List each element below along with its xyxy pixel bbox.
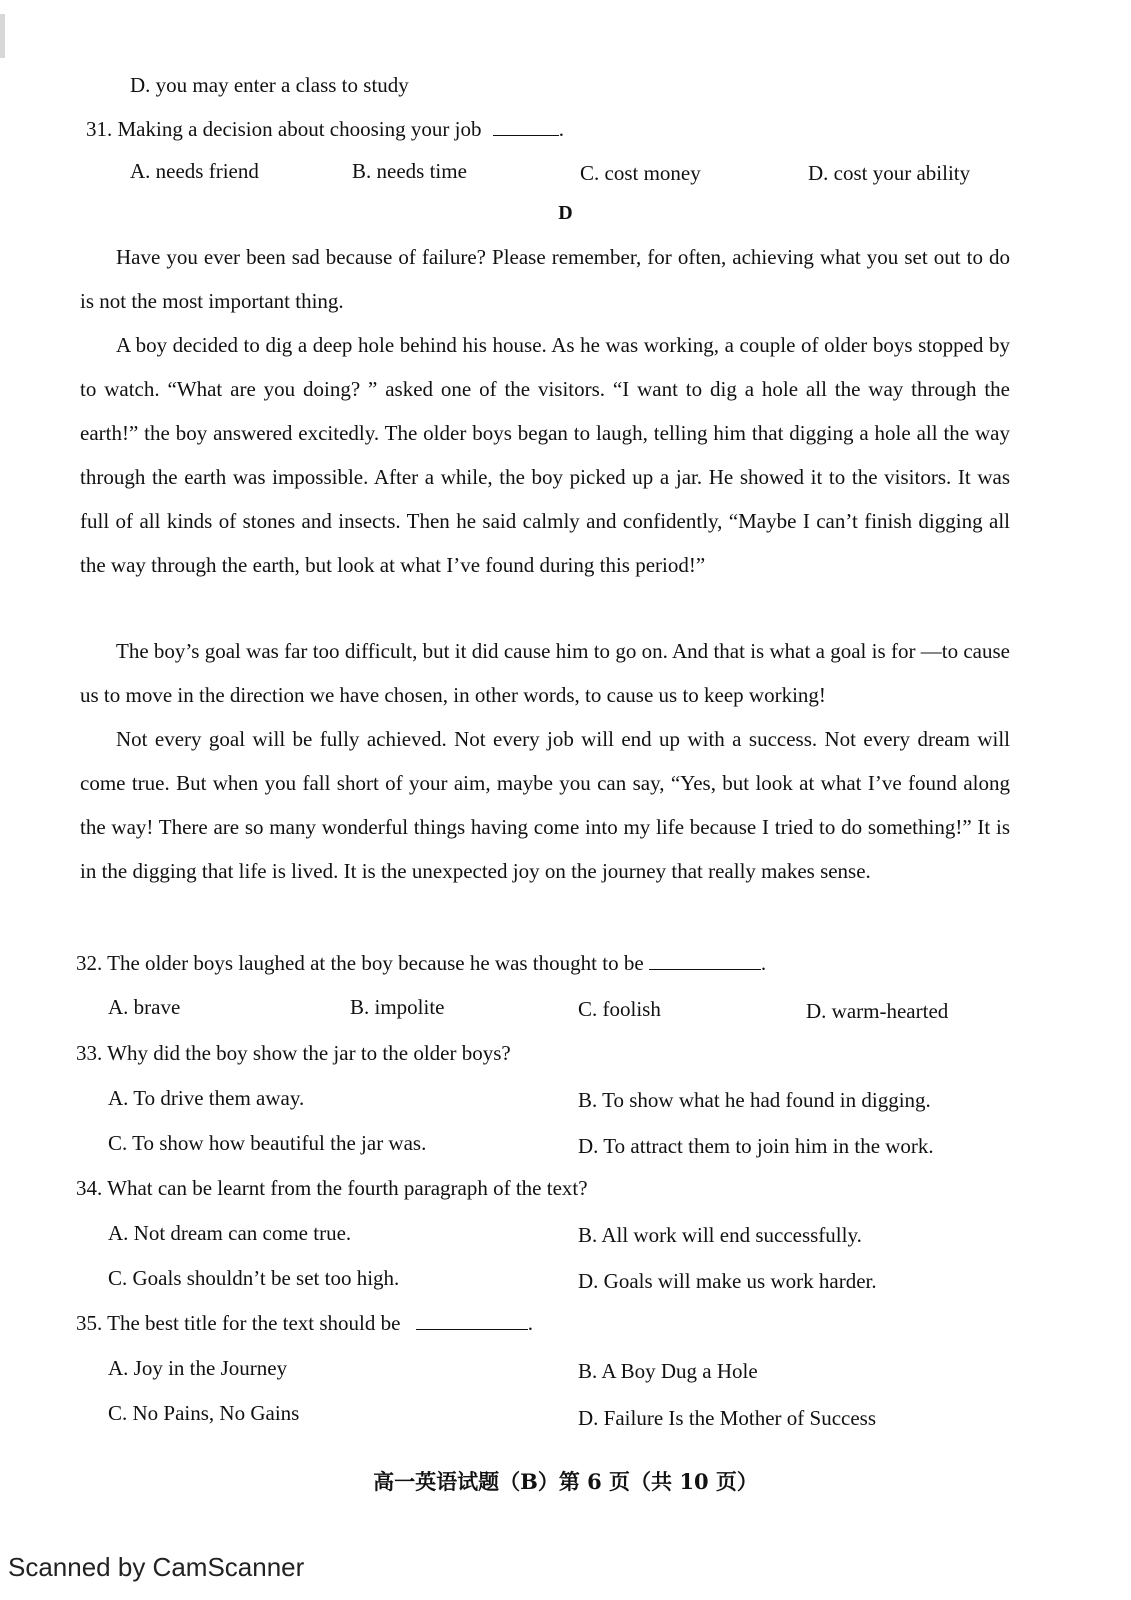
question-32-stem: 32. The older boys laughed at the boy because he was thought to be (76, 951, 644, 975)
question-35 (76, 1310, 533, 1336)
q35-option-c: C. No Pains, No Gains (108, 1401, 300, 1425)
q34-option-d: D. Goals will make us work harder. (578, 1269, 877, 1293)
q31-option-d: D. cost your ability (808, 161, 971, 185)
passage-paragraph-4: Not every goal will be fully achieved. Not every job will end up with a success. Not every dream will come true. But when you fall short of your aim, maybe you can say, “Yes, but look at what I’ve found along the way! There are so many wonderful things having come into my life because I tried to do something!” It is in the digging that life is lived. It is the unexpected joy on the journey that really makes sense. (80, 727, 1010, 883)
q33-option-a: A. To drive them away. (108, 1086, 305, 1110)
question-35-end: . (527, 1311, 533, 1335)
q32-option-b: B. impolite (350, 995, 445, 1019)
answer-blank-35 (416, 1311, 528, 1330)
question-31-end: . (558, 117, 564, 141)
q32-option-d: D. warm-hearted (806, 999, 949, 1023)
q31-option-b: B. needs time (352, 159, 467, 183)
q35-option-b: B. A Boy Dug a Hole (578, 1359, 758, 1383)
question-35-stem: 35. The best title for the text should be (76, 1311, 401, 1335)
q33-option-d: D. To attract them to join him in the work. (578, 1134, 934, 1158)
question-34-stem: 34. What can be learnt from the fourth paragraph of the text? (76, 1176, 588, 1200)
q32-option-a: A. brave (108, 995, 181, 1019)
q32-option-c: C. foolish (578, 997, 661, 1021)
prev-option-d: D. you may enter a class to study (130, 73, 409, 97)
q34-option-c: C. Goals shouldn’t be set too high. (108, 1266, 400, 1290)
passage-paragraph-1: Have you ever been sad because of failure? Please remember, for often, achieving what you set out to do is not the most important thing. (80, 245, 1010, 313)
question-32 (76, 950, 766, 976)
passage-paragraph-3: The boy’s goal was far too difficult, but it did cause him to go on. And that is what a goal is for —to cause us to move in the direction we have chosen, in other words, to cause us to keep working! (80, 639, 1010, 707)
answer-blank-32 (649, 951, 761, 970)
q35-option-a: A. Joy in the Journey (108, 1356, 288, 1380)
section-label: D (558, 202, 573, 224)
q33-option-b: B. To show what he had found in digging. (578, 1088, 931, 1112)
question-33-stem: 33. Why did the boy show the jar to the older boys? (76, 1041, 511, 1065)
question-31 (86, 116, 564, 142)
q31-option-a: A. needs friend (130, 159, 259, 183)
scan-edge-mark (0, 14, 5, 58)
q33-option-c: C. To show how beautiful the jar was. (108, 1131, 427, 1155)
q35-option-d: D. Failure Is the Mother of Success (578, 1406, 877, 1430)
q31-option-c: C. cost money (580, 161, 701, 185)
q34-option-a: A. Not dream can come true. (108, 1221, 352, 1245)
scanner-watermark: Scanned by CamScanner (8, 1552, 305, 1582)
answer-blank-31 (493, 117, 559, 136)
question-32-end: . (760, 951, 767, 975)
page-footer: 高一英语试题（B）第 6 页（共 10 页） (373, 1469, 758, 1494)
q34-option-b: B. All work will end successfully. (578, 1223, 862, 1247)
question-31-stem: 31. Making a decision about choosing your job (86, 117, 482, 141)
passage-paragraph-2: A boy decided to dig a deep hole behind his house. As he was working, a couple of older boys stopped by to watch. “What are you doing? ” asked one of the visitors. “I want to dig a hole all the way through the earth!” the boy answered excitedly. The older boys began to laugh, telling him that digging a hole all the way through the earth was impossible. After a while, the boy picked up a jar. He showed it to the visitors. It was full of all kinds of stones and insects. Then he said calmly and confidently, “Maybe I can’t finish digging all the way through the earth, but look at what I’ve found during this period!” (80, 333, 1010, 577)
